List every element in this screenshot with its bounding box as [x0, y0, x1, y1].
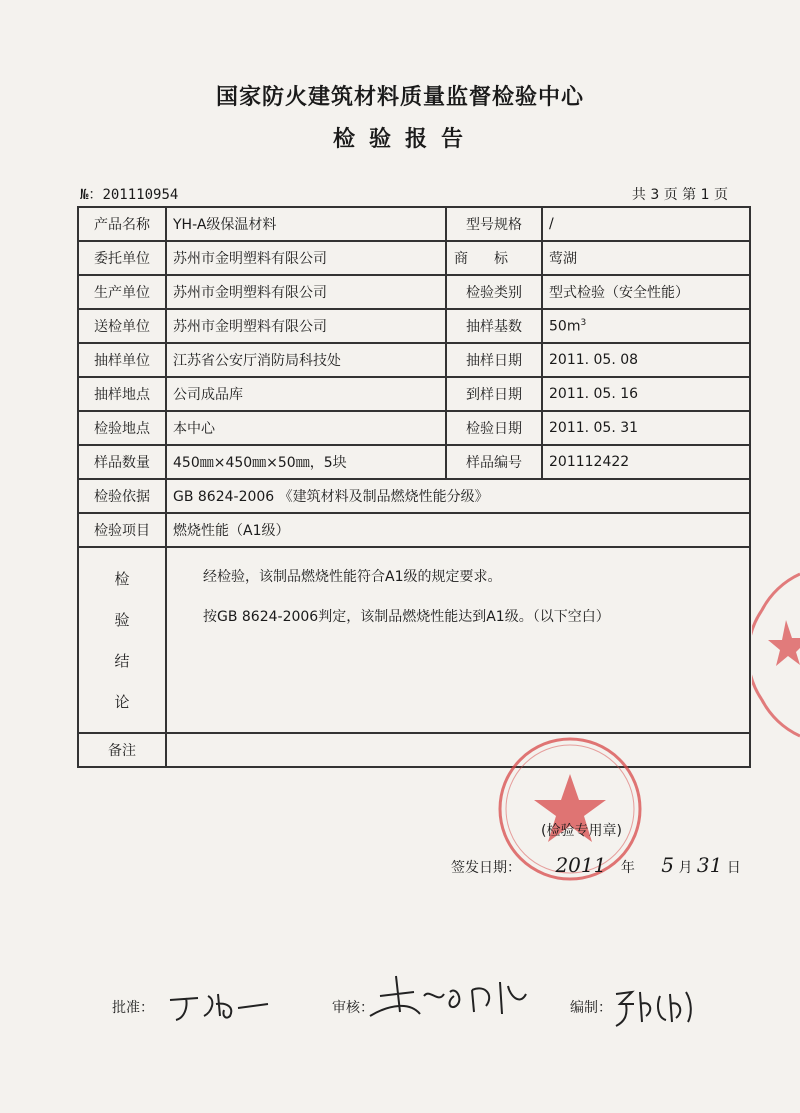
submitter-label: 送检单位 — [78, 309, 166, 343]
sampling-date-label: 抽样日期 — [446, 343, 542, 377]
table-row — [78, 275, 750, 309]
trademark-value: 莺湖 — [542, 241, 750, 275]
report-table — [77, 206, 751, 877]
table-row — [78, 241, 750, 275]
manufacturer-label: 生产单位 — [78, 275, 166, 309]
sampling-date-value: 2011. 05. 08 — [542, 343, 750, 377]
sample-qty-label: 样品数量 — [78, 445, 166, 479]
remarks-label: 备注 — [78, 733, 166, 767]
basis-label: 检验依据 — [78, 479, 166, 513]
conclusion-line-1: 经检验，该制品燃烧性能符合A1级的规定要求。 — [203, 569, 502, 585]
sample-base-unit-sup: 3 — [580, 317, 587, 328]
trademark-label: 商标 — [446, 241, 542, 275]
sample-qty-value: 450㎜×450㎜×50㎜，5块 — [166, 445, 446, 479]
sign-year: 2011 — [555, 853, 607, 877]
table-row — [78, 377, 750, 411]
test-date-value: 2011. 05. 31 — [542, 411, 750, 445]
table-row — [78, 411, 750, 445]
test-place-label: 检验地点 — [78, 411, 166, 445]
table-row — [78, 309, 750, 343]
sign-day: 31 — [696, 853, 723, 877]
product-name-label: 产品名称 — [78, 207, 166, 241]
signing-date — [451, 853, 741, 877]
year-char: 年 — [620, 860, 635, 876]
test-type-label: 检验类别 — [446, 275, 542, 309]
test-place-value: 本中心 — [166, 411, 446, 445]
conclusion-line-2: 按GB 8624-2006判定，该制品燃烧性能达到A1级。（以下空白） — [203, 609, 610, 625]
day-char: 日 — [726, 860, 741, 876]
compiler-signature — [610, 982, 700, 1030]
approve-label: 批准： — [112, 1000, 154, 1016]
conclusion-char: 结 — [114, 652, 130, 670]
sample-no-value: 201112422 — [542, 445, 750, 479]
reviewer-signature — [360, 966, 530, 1026]
test-type-value: 型式检验（安全性能） — [542, 275, 750, 309]
compile-label: 编制： — [570, 1000, 612, 1016]
report-title: 检验报告 — [332, 127, 477, 152]
org-title: 国家防火建筑材料质量监督检验中心 — [215, 85, 584, 110]
items-value: 燃烧性能（A1级） — [166, 513, 750, 547]
submitter-value: 苏州市金明塑料有限公司 — [166, 309, 446, 343]
approver-signature — [164, 986, 274, 1026]
arrival-date-label: 到样日期 — [446, 377, 542, 411]
table-row — [78, 479, 750, 513]
manufacturer-value: 苏州市金明塑料有限公司 — [166, 275, 446, 309]
doc-no-value: 201110954 — [102, 187, 179, 203]
table-row — [78, 547, 750, 733]
conclusion-char: 论 — [114, 693, 130, 711]
sign-month: 5 — [661, 853, 674, 877]
sample-no-label: 样品编号 — [446, 445, 542, 479]
client-value: 苏州市金明塑料有限公司 — [166, 241, 446, 275]
review-label: 审核： — [332, 1000, 374, 1016]
doc-no-prefix: №： — [80, 187, 103, 203]
sample-base-number: 50m — [549, 318, 581, 335]
model-label: 型号规格 — [446, 207, 542, 241]
table-row — [78, 445, 750, 479]
conclusion-char: 检 — [114, 570, 130, 588]
seal-label: (检验专用章) — [541, 823, 622, 839]
conclusion-cell — [166, 547, 750, 877]
basis-value: GB 8624-2006 《建筑材料及制品燃烧性能分级》 — [166, 479, 750, 513]
items-label: 检验项目 — [78, 513, 166, 547]
sampling-place-value: 公司成品库 — [166, 377, 446, 411]
sampler-value: 江苏省公安厅消防局科技处 — [166, 343, 446, 377]
sampler-label: 抽样单位 — [78, 343, 166, 377]
table-row — [78, 513, 750, 547]
conclusion-char: 验 — [114, 611, 130, 629]
client-label: 委托单位 — [78, 241, 166, 275]
document-number — [80, 184, 178, 204]
model-value: / — [542, 207, 750, 241]
conclusion-label — [78, 547, 166, 733]
sample-base-label: 抽样基数 — [446, 309, 542, 343]
table-row — [78, 343, 750, 377]
month-char: 月 — [678, 860, 693, 876]
test-date-label: 检验日期 — [446, 411, 542, 445]
page-info: 共 3 页 第 1 页 — [631, 187, 728, 203]
edge-seal — [752, 570, 800, 740]
remarks-value — [166, 733, 750, 767]
table-row — [78, 733, 750, 767]
product-name-value: YH-A级保温材料 — [166, 207, 446, 241]
sampling-place-label: 抽样地点 — [78, 377, 166, 411]
sign-date-label: 签发日期： — [451, 860, 521, 876]
sample-base-value — [542, 309, 750, 343]
table-row — [78, 207, 750, 241]
arrival-date-value: 2011. 05. 16 — [542, 377, 750, 411]
